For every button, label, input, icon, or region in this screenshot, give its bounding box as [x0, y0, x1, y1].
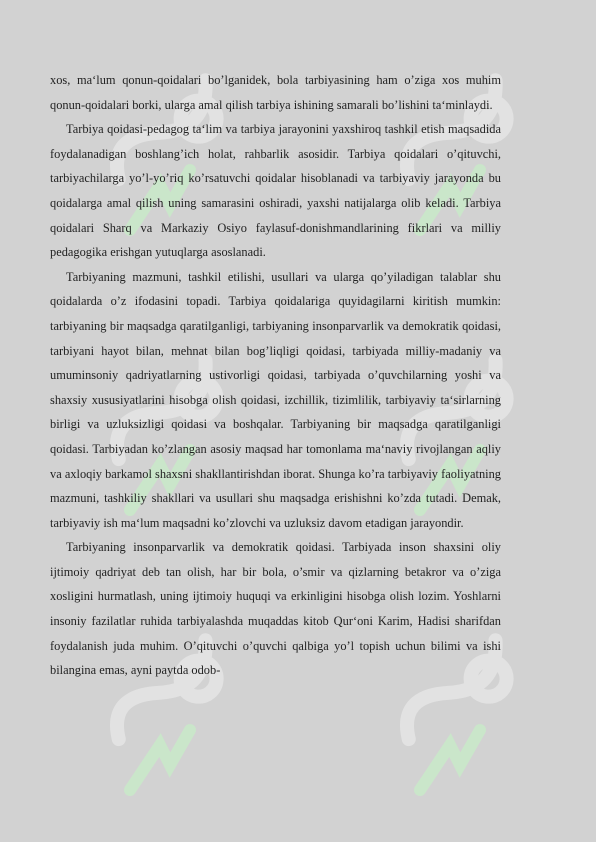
paragraph-insonparvarlik: Tarbiyaning insonparvarlik va demokratik qoidasi. Tarbiyada inson shaxsini oliy ijtimoiy qadriyat deb tan olish, har bir bola, o’smir va qizlarning betakror va o’ziga xosligini hurmatlash, uning ijtimoiy huquqi va erkinligini hisobga olish lozim. Yoshlarni insoniy fazilatlar ruhida tarbiyalashda muqaddas kitob Qur‘oni Karim, Hadisi sharifdan foydalanish juda muhim. O’qituvchi o’quvchi qalbiga yo’l topish uchun bilimi va ishi bilangina emas, ayni paytda odob-: [50, 540, 501, 678]
paragraph-tarbiyaning-mazmuni: Tarbiyaning mazmuni, tashkil etilishi, usullari va ularga qo’yiladigan talablar shu qoidalarda o’z ifodasini topadi. Tarbiya qoidalariga quyidagilarni kiritish mumkin: tarbiyaning bir maqsadga qaratilganligi, tarbiyaning insonparvarlik va demokratik qoidasi, tarbiyani hayot bilan, mehnat bilan bog’liqligi qoidasi, tarbiyada milliy-madaniy va umuminsoniy qadriyatlarning ustivorligi qoidasi, tarbiyada o’quvchilarning yoshi va shaxsiy xususiyatlarini hisobga olish qoidasi, izchillik, tizimlilik, tarbiyaviy ta‘sirlarning birligi va uzluksizligi qoidasi va boshqalar. Tarbiyaning bir maqsadga qaratilganligi qoidasi. Tarbiyadan ko’zlangan asosiy maqsad har tomonlama ma‘naviy rivojlangan aqliy va axloqiy barkamol shaxsni shakllantirishdan iborat. Shunga ko’ra tarbiyaviy faoliyatning mazmuni, tashkiliy shakllari va usullari shu maqsadga erishishni ko’zda tutadi. Demak, tarbiyaviy ish ma‘lum maqsadni ko’zlovchi va uzluksiz davom etadigan jarayondir.: [50, 269, 501, 530]
body-text: [50, 68, 501, 683]
paragraph-continuation: xos, ma‘lum qonun-qoidalari bo’lganidek, bola tarbiyasining ham o’ziga xos muhim qonun-qoidalari borki, ularga amal qilish tarbiya ishining samarali bo’lishini ta‘minlaydi.: [50, 73, 501, 112]
paragraph-tarbiya-qoidasi: Tarbiya qoidasi-pedagog ta‘lim va tarbiya jarayonini yaxshiroq tashkil etish maqsadida foydalanadigan boshlang’ich holat, rahbarlik asosidir. Tarbiya qoidalari o’qituvchi, tarbiyachilarga yo’l-yo’riq ko’rsatuvchi qoidalar hisoblanadi va tarbiyaviy jarayonda bu qoidalarga amal qilish uning samarasini oshiradi, yaxshi natijalarga olib keladi. Tarbiya qoidalari Sharq va Markaziy Osiyo faylasuf-donishmandlarining fikrlari va milliy pedagogika erishgan yutuqlarga asoslanadi.: [50, 122, 501, 260]
